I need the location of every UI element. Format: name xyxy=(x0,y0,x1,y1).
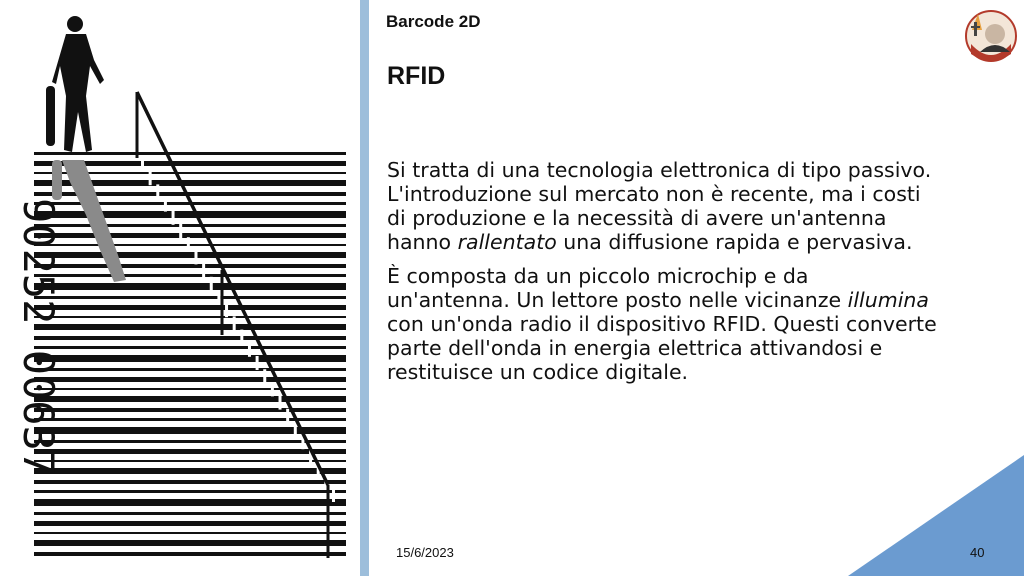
barcode-bar xyxy=(34,346,346,349)
stair-step xyxy=(240,330,243,344)
corner-triangle-decoration xyxy=(848,455,1024,576)
stair-step xyxy=(248,343,251,357)
barcode-bar xyxy=(34,264,346,268)
accent-vertical-bar xyxy=(360,0,369,576)
stair-step xyxy=(141,158,144,172)
barcode-bars xyxy=(34,152,346,556)
barcode-bar xyxy=(34,316,346,318)
barcode-bar xyxy=(34,552,346,556)
barcode-bar xyxy=(34,540,346,546)
barcode-bar xyxy=(34,224,346,227)
barcode-bar xyxy=(34,324,346,330)
stair-step xyxy=(210,277,213,291)
barcode-bar xyxy=(34,512,346,515)
p1-line-2: L'introduzione sul mercato non è recente, ma i costi xyxy=(387,182,921,206)
p2-line-3: con un'onda radio il dispositivo RFID. Questi converte xyxy=(387,312,937,336)
stair-step xyxy=(332,488,335,502)
stair-step xyxy=(279,396,282,410)
body-text xyxy=(387,158,1012,394)
p1-line-4-post: una diffusione rapida e pervasiva. xyxy=(556,230,913,254)
barcode-bar xyxy=(34,499,346,506)
barcode-bar xyxy=(34,418,346,421)
stair-step xyxy=(263,369,266,383)
barcode-bar xyxy=(34,283,346,290)
p1-line-3: di produzione e la necessità di avere un'antenna xyxy=(387,206,887,230)
stair-step xyxy=(233,316,236,330)
p1-line-4-emphasis: rallentato xyxy=(457,230,557,254)
barcode-bar xyxy=(34,480,346,484)
stair-step xyxy=(179,224,182,238)
paragraph-2 xyxy=(387,264,1012,384)
p2-line-2-pre: un'antenna. Un lettore posto nelle vicinanze xyxy=(387,288,848,312)
barcode-bar xyxy=(34,152,346,155)
barcode-bar xyxy=(34,296,346,299)
barcode-digits: 90252 00637 xyxy=(14,198,63,477)
stair-step xyxy=(156,184,159,198)
p2-line-5: restituisce un codice digitale. xyxy=(387,360,689,384)
p2-line-4: parte dell'onda in energia elettrica attivandosi e xyxy=(387,336,883,360)
p2-line-1: È composta da un piccolo microchip e da xyxy=(387,264,809,288)
stair-step xyxy=(217,290,220,304)
barcode-bar xyxy=(34,355,346,362)
barcode-bar xyxy=(34,336,346,340)
barcode-bar xyxy=(34,396,346,402)
stair-step xyxy=(271,382,274,396)
stair-step xyxy=(149,171,152,185)
slide-title: RFID xyxy=(387,62,446,90)
paragraph-1 xyxy=(387,158,1012,254)
barcode-bar xyxy=(34,252,346,258)
stair-step xyxy=(256,356,259,370)
barcode-bar xyxy=(34,388,346,390)
barcode-bar xyxy=(34,490,346,493)
barcode-bar xyxy=(34,274,346,277)
barcode-bar xyxy=(34,460,346,462)
barcode-bar xyxy=(34,368,346,371)
stair-step xyxy=(286,409,289,423)
barcode-bar xyxy=(34,532,346,534)
p2-line-2-emphasis: illumina xyxy=(847,288,929,312)
barcode-bar xyxy=(34,244,346,246)
stair-step xyxy=(194,250,197,264)
barcode-bar xyxy=(34,449,346,454)
barcode-bar xyxy=(34,233,346,238)
stair-step xyxy=(187,237,190,251)
institution-logo xyxy=(962,4,1020,64)
p1-line-1: Si tratta di una tecnologia elettronica di tipo passivo. xyxy=(387,158,932,182)
p1-line-4-pre: hanno xyxy=(387,230,458,254)
page-number: 40 xyxy=(970,545,985,560)
barcode-bar xyxy=(34,408,346,412)
stair-step xyxy=(202,264,205,278)
barcode-bar xyxy=(34,377,346,382)
barcode-bar xyxy=(34,468,346,474)
barcode-staircase-illustration xyxy=(0,0,360,576)
stair-step xyxy=(294,422,297,436)
stair-step xyxy=(164,198,167,212)
section-title: Barcode 2D xyxy=(386,12,481,31)
stair-step xyxy=(172,211,175,225)
barcode-bar xyxy=(34,521,346,526)
barcode-bar xyxy=(34,440,346,443)
stair-step xyxy=(225,303,228,317)
barcode-bar xyxy=(34,211,346,218)
footer-date: 15/6/2023 xyxy=(396,545,454,560)
skateboarder-figure xyxy=(46,16,104,152)
barcode-bar xyxy=(34,305,346,310)
